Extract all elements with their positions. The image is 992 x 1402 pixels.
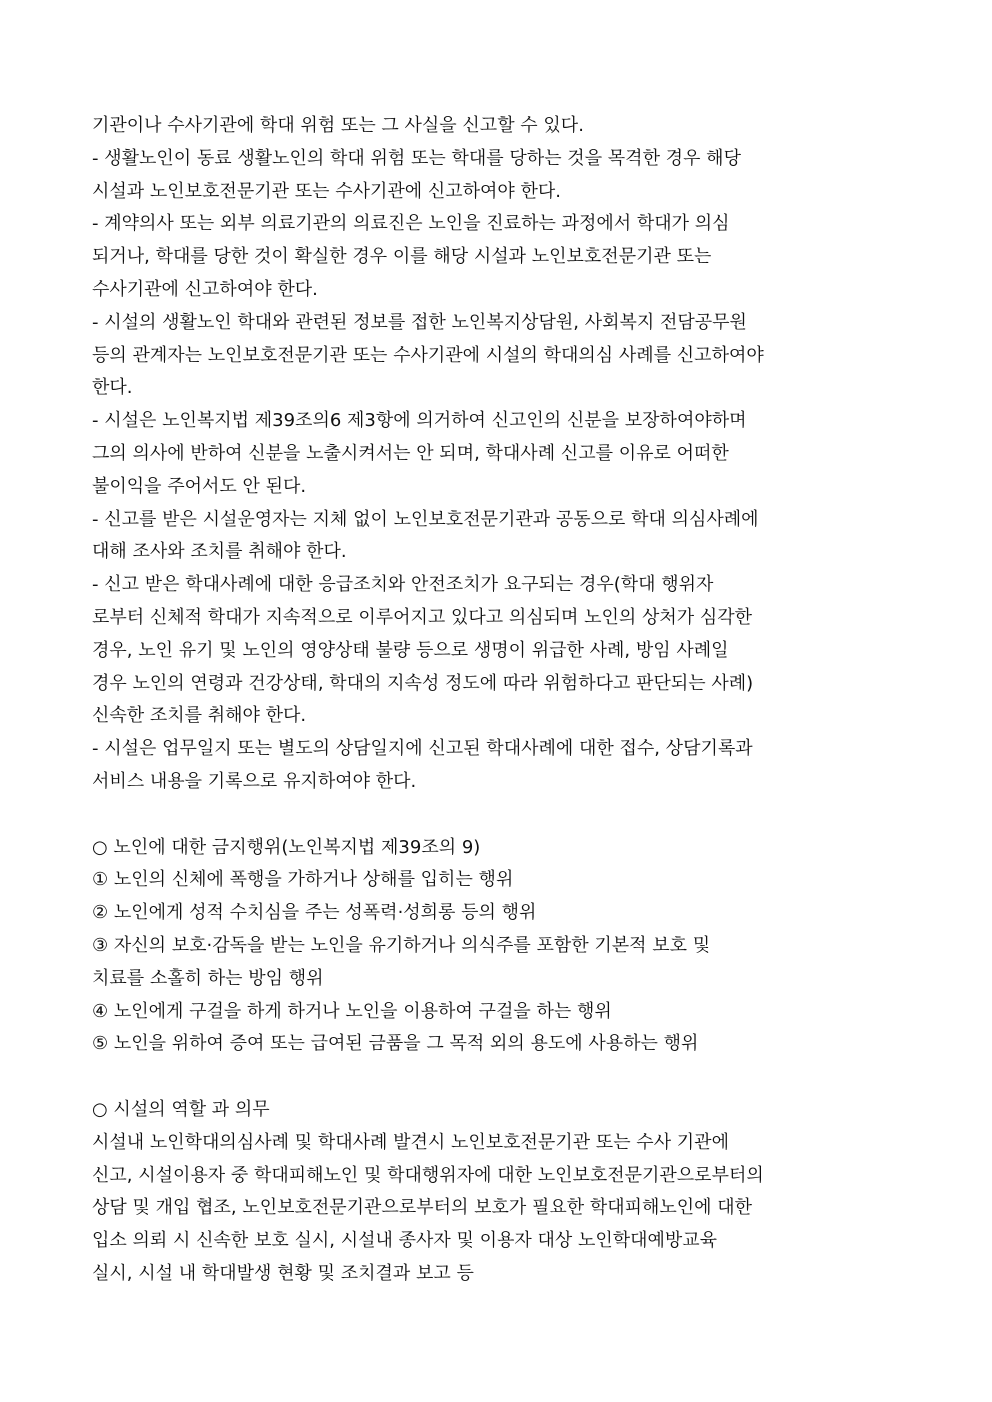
text-line: 신속한 조치를 취해야 한다. (92, 705, 307, 727)
section-heading: ○ 시설의 역할 과 의무 (92, 1098, 270, 1120)
bullet-medical-report (92, 208, 892, 306)
bullet-joint-investigation (92, 504, 892, 570)
text-line: 경우, 노인 유기 및 노인의 영양상태 불량 등으로 생명이 위급한 사례, 방임 사례일 (92, 639, 729, 661)
text-line: 입소 의뢰 시 신속한 보호 실시, 시설내 종사자 및 이용자 대상 노인학대예방교육 (92, 1230, 718, 1252)
text-line: - 시설은 노인복지법 제39조의6 제3항에 의거하여 신고인의 신분을 보장하여야하며 (92, 410, 747, 432)
text-line: 그의 의사에 반하여 신분을 노출시켜서는 안 되며, 학대사례 신고를 이유로 어떠한 (92, 442, 729, 464)
text-line: ① 노인의 신체에 폭행을 가하거나 상해를 입히는 행위 (92, 869, 514, 891)
document-body (92, 110, 892, 1291)
prohibited-item (92, 1028, 892, 1061)
text-line: 경우 노인의 연령과 건강상태, 학대의 지속성 정도에 따라 위험하다고 판단되는 사례) (92, 672, 754, 694)
text-line: 대해 조사와 조치를 취해야 한다. (92, 541, 347, 563)
text-line: - 신고를 받은 시설운영자는 지체 없이 노인보호전문기관과 공동으로 학대 의심사례에 (92, 508, 759, 530)
text-line: - 시설의 생활노인 학대와 관련된 정보를 접한 노인복지상담원, 사회복지 전담공무원 (92, 311, 747, 333)
text-line: 불이익을 주어서도 안 된다. (92, 475, 307, 497)
text-line: - 생활노인이 동료 생활노인의 학대 위험 또는 학대를 당하는 것을 목격한 경우 해당 (92, 147, 741, 169)
bullet-witness-report (92, 143, 892, 209)
text-line: - 계약의사 또는 외부 의료기관의 의료진은 노인을 진료하는 과정에서 학대가 의심 (92, 213, 730, 235)
continuation-paragraph (92, 110, 892, 143)
prohibited-item (92, 864, 892, 897)
section-heading: ○ 노인에 대한 금지행위(노인복지법 제39조의 9) (92, 836, 481, 858)
text-line: - 신고 받은 학대사례에 대한 응급조치와 안전조치가 요구되는 경우(학대 행위자 (92, 574, 714, 596)
text-line: 시설내 노인학대의심사례 및 학대사례 발견시 노인보호전문기관 또는 수사 기관에 (92, 1131, 729, 1153)
prohibited-item (92, 897, 892, 930)
paragraph-spacer (92, 1061, 892, 1094)
prohibited-item (92, 930, 892, 996)
text-line: - 시설은 업무일지 또는 별도의 상담일지에 신고된 학대사례에 대한 접수, 상담기록과 (92, 738, 753, 760)
paragraph-spacer (92, 799, 892, 832)
bullet-official-report (92, 307, 892, 405)
text-line: ③ 자신의 보호·감독을 받는 노인을 유기하거나 의식주를 포함한 기본적 보호 및 (92, 934, 711, 956)
text-line: 한다. (92, 377, 133, 399)
text-line: 서비스 내용을 기록으로 유지하여야 한다. (92, 770, 417, 792)
facility-roles-section (92, 1094, 892, 1291)
text-line: 로부터 신체적 학대가 지속적으로 이루어지고 있다고 의심되며 노인의 상처가 심각한 (92, 606, 753, 628)
text-line: 수사기관에 신고하여야 한다. (92, 278, 318, 300)
bullet-record-keeping (92, 733, 892, 799)
text-line: ⑤ 노인을 위하여 증여 또는 급여된 금품을 그 목적 외의 용도에 사용하는 행위 (92, 1033, 699, 1055)
text-line: 시설과 노인보호전문기관 또는 수사기관에 신고하여야 한다. (92, 180, 562, 202)
text-line: 기관이나 수사기관에 학대 위험 또는 그 사실을 신고할 수 있다. (92, 115, 584, 136)
text-line: 신고, 시설이용자 중 학대피해노인 및 학대행위자에 대한 노인보호전문기관으로부터의 (92, 1164, 764, 1186)
text-line: 되거나, 학대를 당한 것이 확실한 경우 이를 해당 시설과 노인보호전문기관 또는 (92, 246, 712, 268)
text-line: 치료를 소홀히 하는 방임 행위 (92, 967, 324, 989)
prohibited-item (92, 996, 892, 1029)
text-line: ② 노인에게 성적 수치심을 주는 성폭력·성희롱 등의 행위 (92, 902, 537, 924)
text-line: 실시, 시설 내 학대발생 현황 및 조치결과 보고 등 (92, 1262, 474, 1284)
bullet-emergency-action (92, 569, 892, 733)
text-line: 등의 관계자는 노인보호전문기관 또는 수사기관에 시설의 학대의심 사례를 신고하여야 (92, 344, 764, 366)
text-line: ④ 노인에게 구걸을 하게 하거나 노인을 이용하여 구걸을 하는 행위 (92, 1000, 612, 1022)
bullet-reporter-protection (92, 405, 892, 503)
text-line: 상담 및 개입 협조, 노인보호전문기관으로부터의 보호가 필요한 학대피해노인에 대한 (92, 1197, 753, 1219)
prohibited-acts-section (92, 832, 892, 1062)
